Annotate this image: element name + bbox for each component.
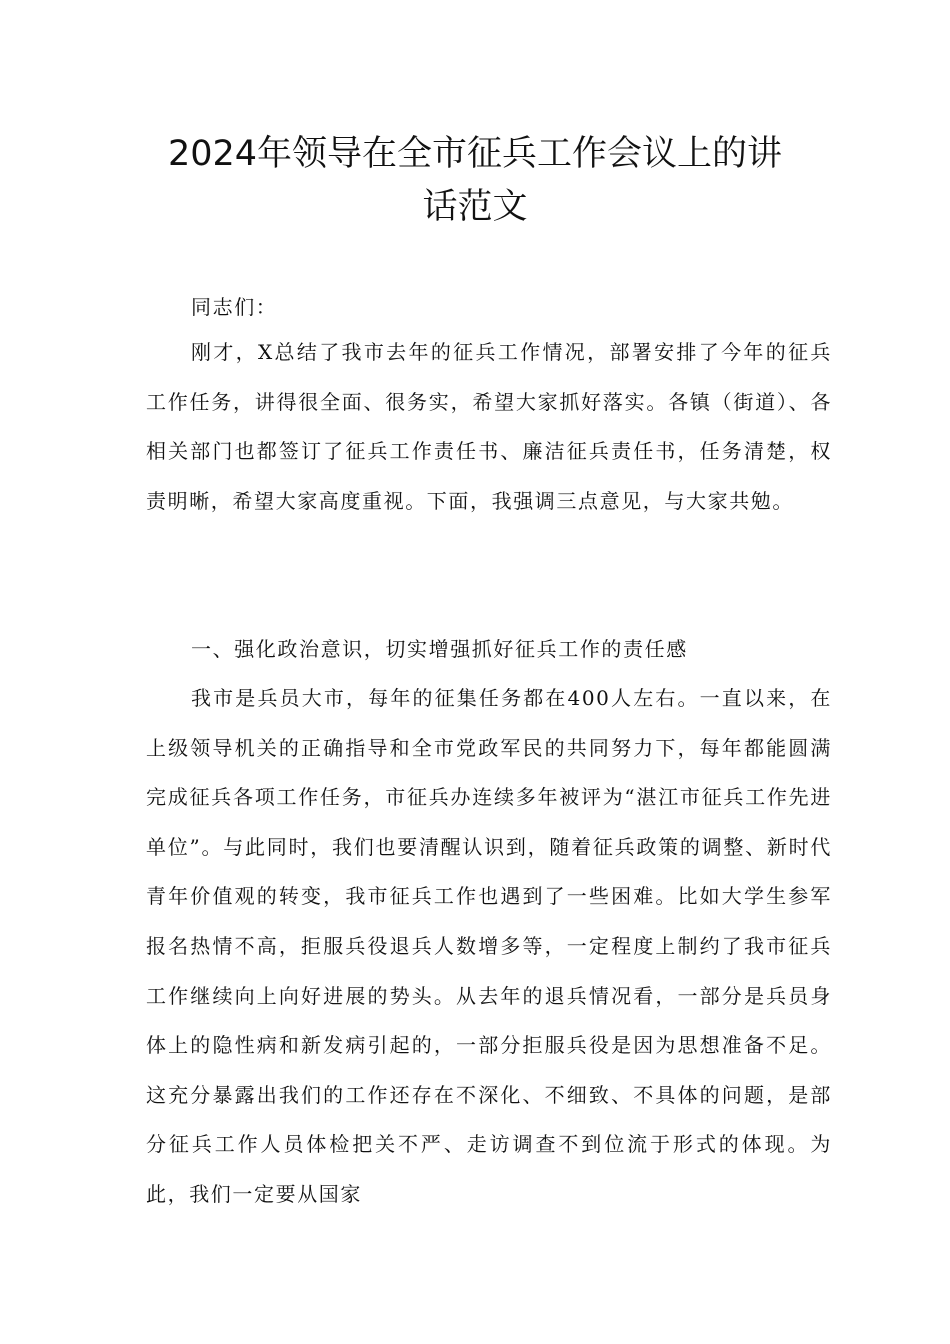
section-1-heading: 一、强化政治意识，切实增强抓好征兵工作的责任感 [191, 637, 688, 661]
greeting-paragraph: 同志们： [191, 295, 278, 319]
title-line-2: 话范文 [422, 187, 528, 227]
section-1-body: 我市是兵员大市，每年的征集任务都在400人左右。一直以来，在上级领导机关的正确指导和全市党政军民的共同努力下，每年都能圆满完成征兵各项工作任务，市征兵办连续多年被评为“湛江市征兵工作先进单位”。与此同时，我们也要清醒认识到，随着征兵政策的调整、新时代青年价值观的转变，我市征兵工作也遇到了一些困难。比如大学生参军报名热情不高，拒服兵役退兵人数增多等，一定程度上制约了我市征兵工作继续向上向好进展的势头。从去年的退兵情况看，一部分是兵员身体上的隐性病和新发病引起的，一部分拒服兵役是因为思想准备不足。这充分暴露出我们的工作还存在不深化、不细致、不具体的问题，是部分征兵工作人员体检把关不严、走访调查不到位流于形式的体现。为此，我们一定要从国家 [146, 686, 832, 1206]
title-line-1: 2024年领导在全市征兵工作会议上的讲 [167, 134, 783, 174]
document-title [120, 128, 830, 234]
intro-paragraph: 刚才，X总结了我市去年的征兵工作情况，部署安排了今年的征兵工作任务，讲得很全面、很务实，希望大家抓好落实。各镇（街道）、各相关部门也都签订了征兵工作责任书、廉洁征兵责任书，任务清楚，权责明晰，希望大家高度重视。下面，我强调三点意见，与大家共勉。 [146, 340, 832, 513]
